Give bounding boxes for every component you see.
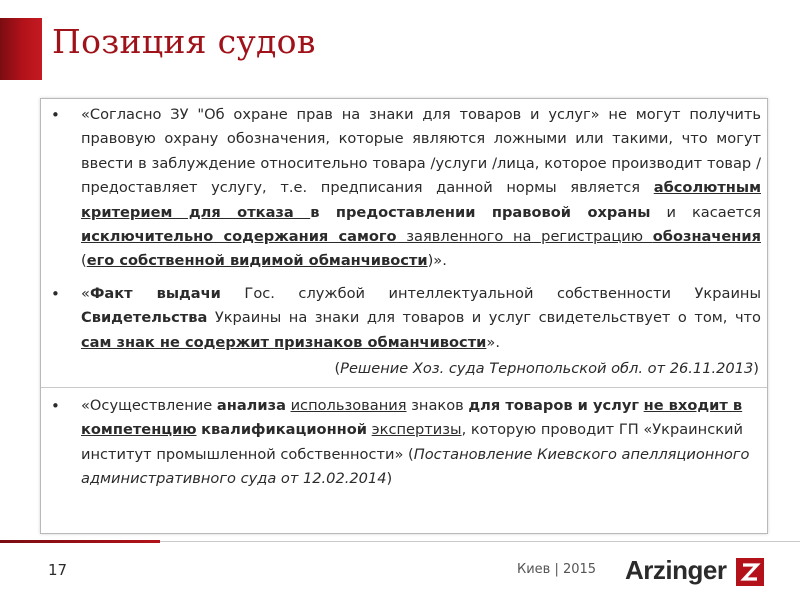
text-run: ». xyxy=(486,333,500,351)
list-item xyxy=(45,103,763,274)
emphasis-text: абсолютным критерием для отказа xyxy=(81,179,761,221)
court-positions-section xyxy=(41,99,767,381)
emphasis-text: квалификационной xyxy=(201,421,368,439)
list-item xyxy=(45,394,763,492)
footer-accent-line xyxy=(0,540,160,543)
citation-text: Решение Хоз. суда Тернопольской обл. от 26.11.2013 xyxy=(340,360,754,378)
emphasis-text: исключительно содержания самого xyxy=(81,228,397,246)
page-number: 17 xyxy=(48,561,68,579)
emphasis-text: не входит в компетенцию xyxy=(81,397,743,439)
text-run: «Согласно ЗУ "Об охране прав на знаки для товаров и услуг» не могут получить правовую охрану обозначения, которые являются ложными или такими, что могут ввести в заблуждение относительно товара /услуги /лица, которое производит товар / предоставляет услугу, т.е. предписания данной нормы является xyxy=(81,106,761,197)
text-run: ( xyxy=(334,360,341,378)
text-run: Украины на знаки для товаров и услуг свидетельствует о том, что xyxy=(207,309,761,327)
content-box xyxy=(40,98,768,534)
bullet-icon: • xyxy=(51,106,60,124)
text-run: )». xyxy=(427,252,447,270)
text-run: ) xyxy=(386,470,393,488)
company-logo-text: Arzinger xyxy=(625,555,727,585)
city-year-label: Киев | 2015 xyxy=(517,562,597,577)
text-run: ) xyxy=(753,360,759,378)
text-run: Гос. службой интеллектуальной собственности Украины xyxy=(220,284,762,302)
emphasis-text: Факт выдачи xyxy=(89,284,221,302)
bullet-icon: • xyxy=(51,397,60,416)
emphasis-text: в предоставлении правовой охраны xyxy=(310,203,651,221)
text-run: « xyxy=(81,284,90,302)
text-run: «Осуществление xyxy=(81,397,217,415)
emphasis-text: анализа xyxy=(216,397,286,415)
emphasis-text: обозначения xyxy=(652,228,761,246)
appellate-position-section xyxy=(41,388,767,492)
emphasis-text: для товаров и услуг xyxy=(468,397,639,415)
citation-text: Постановление Киевского апелляционного административного суда от 12.02.2014 xyxy=(81,445,750,488)
bullet-icon: • xyxy=(51,284,60,303)
slide-title: Позиция судов xyxy=(52,22,316,61)
court-decision-citation xyxy=(45,355,763,381)
footer-divider xyxy=(160,541,800,542)
text-run: и касается xyxy=(650,203,761,221)
underlined-text: использования xyxy=(290,397,407,415)
text-run: , которую проводит ГП «Украинский институт промышленной собственности» ( xyxy=(81,421,744,463)
emphasis-text: Свидетельства xyxy=(81,309,208,327)
emphasis-text: его собственной видимой обманчивости xyxy=(86,252,428,270)
list-item xyxy=(45,282,763,355)
emphasis-text: сам знак не содержит признаков обманчивости xyxy=(81,333,487,351)
text-run: знаков xyxy=(406,397,469,415)
underlined-text: заявленного на регистрацию xyxy=(396,228,653,246)
title-accent-bar xyxy=(0,18,42,80)
arzinger-logo-icon xyxy=(736,558,764,586)
underlined-text: экспертизы xyxy=(371,421,462,439)
text-run: ( xyxy=(81,252,87,270)
